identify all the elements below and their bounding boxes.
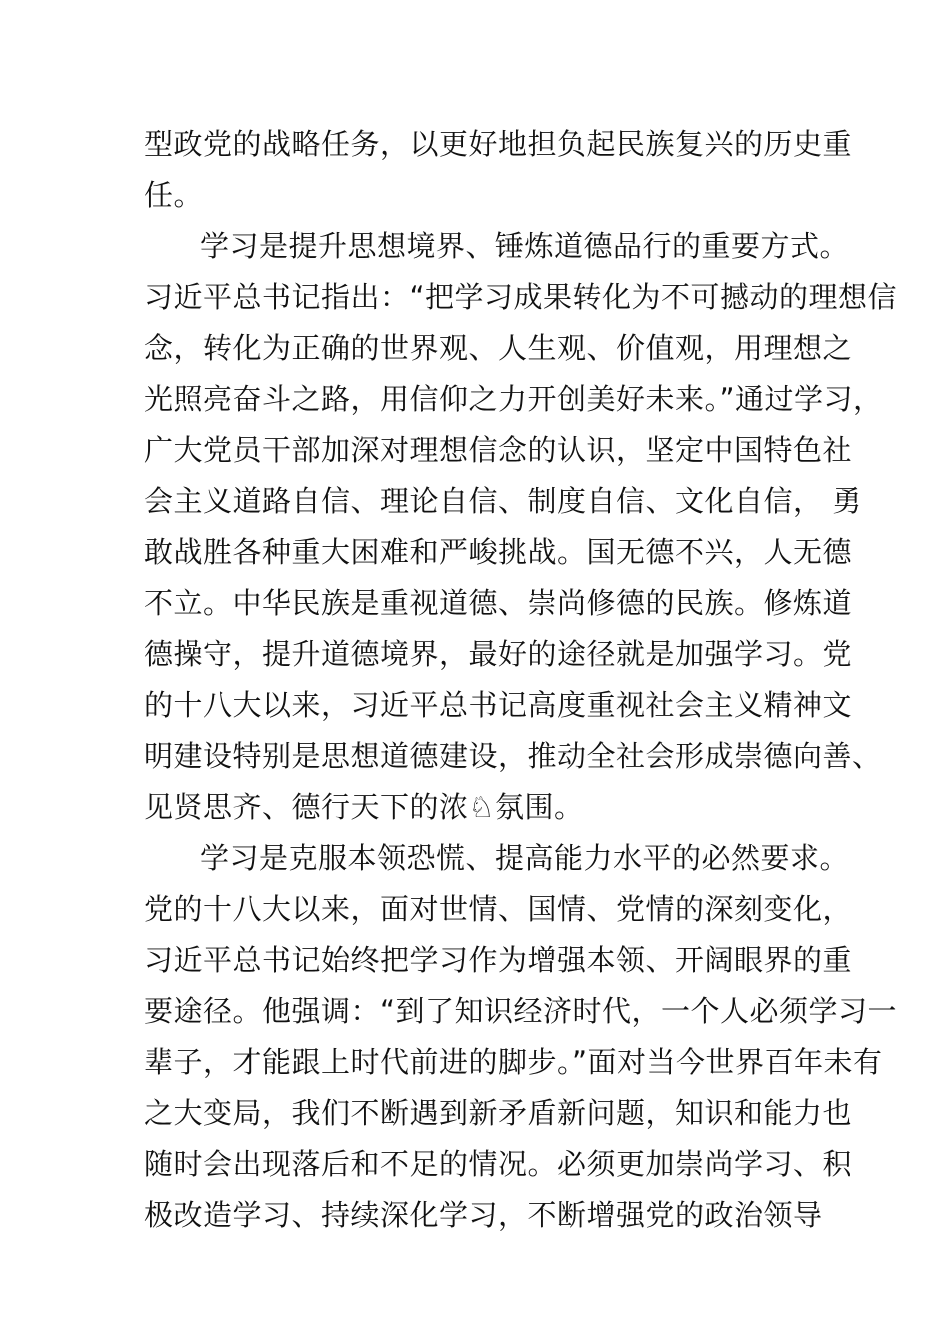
text-line: 广大党员干部加深对理想信念的认识，坚定中国特色社 — [144, 433, 853, 467]
text-line: 任。 — [144, 178, 204, 212]
text-line: 德操守，提升道德境界，最好的途径就是加强学习。党 — [144, 637, 853, 671]
text-line: 的十八大以来，习近平总书记高度重视社会主义精神文 — [144, 688, 853, 722]
text-line: 随时会出现落后和不足的情况。必须更加崇尚学习、积 — [144, 1147, 853, 1181]
text-line: 明建设特别是思想道德建设，推动全社会形成崇德向善、 — [144, 739, 882, 773]
text-line: 念，转化为正确的世界观、人生观、价值观，用理想之 — [144, 331, 853, 365]
paragraph-start-line: 学习是克服本领恐慌、提高能力水平的必然要求。 — [200, 841, 850, 875]
text-line: 习近平总书记指出：“把学习成果转化为不可撼动的理想信 — [144, 280, 898, 314]
text-line: 不立。中华民族是重视道德、崇尚修德的民族。修炼道 — [144, 586, 853, 620]
text-line: 光照亮奋斗之路，用信仰之力开创美好未来。”通过学习， — [144, 382, 883, 416]
text-line: 型政党的战略任务，以更好地担负起民族复兴的历史重 — [144, 127, 853, 161]
text-line: 习近平总书记始终把学习作为增强本领、开阔眼界的重 — [144, 943, 853, 977]
text-line: 要途径。他强调：“到了知识经济时代，一个人必须学习一 — [144, 994, 898, 1028]
paragraph-start-line: 学习是提升思想境界、锤炼道德品行的重要方式。 — [200, 229, 850, 263]
text-line: 敢战胜各种重大困难和严峻挑战。国无德不兴，人无德 — [144, 535, 853, 569]
text-line: 见贤思齐、德行天下的浓♘氛围。 — [144, 790, 584, 824]
text-line: 会主义道路自信、理论自信、制度自信、文化自信， 勇 — [144, 484, 862, 518]
text-line: 之大变局，我们不断遇到新矛盾新问题，知识和能力也 — [144, 1096, 853, 1130]
text-line: 极改造学习、持续深化学习，不断增强党的政治领导 — [144, 1198, 823, 1232]
text-line: 党的十八大以来，面对世情、国情、党情的深刻变化， — [144, 892, 853, 926]
text-line: 辈子，才能跟上时代前进的脚步。”面对当今世界百年未有 — [144, 1045, 883, 1079]
